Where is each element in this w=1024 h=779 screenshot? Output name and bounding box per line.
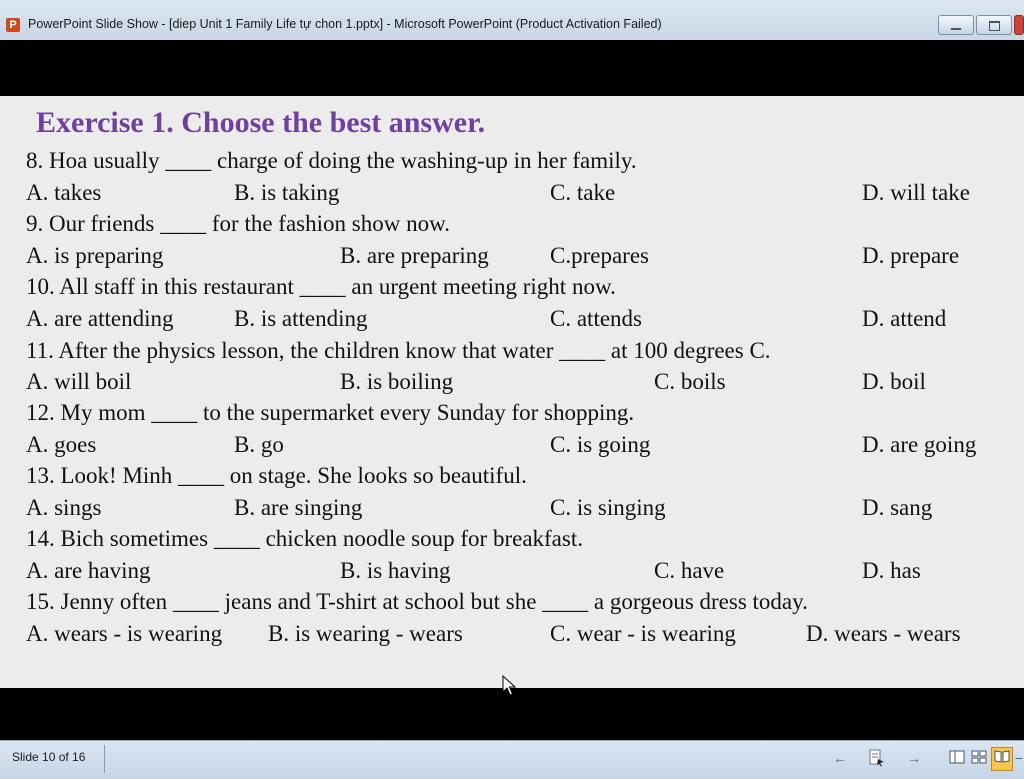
option-c: C. is going xyxy=(550,432,651,457)
previous-arrow-icon[interactable]: ← xyxy=(833,750,847,766)
option-c: C. wear - is wearing xyxy=(550,621,736,646)
question-14 xyxy=(0,526,1024,558)
option-a: A. are attending xyxy=(26,306,174,331)
option-a: A. is preparing xyxy=(26,243,164,268)
question-15 xyxy=(0,589,1024,621)
restore-button[interactable] xyxy=(976,15,1012,35)
option-d: D. are going xyxy=(862,432,977,457)
question-text: 12. My mom ____ to the supermarket every Sunday for shopping. xyxy=(26,400,635,425)
option-a: A. takes xyxy=(26,180,102,205)
question-10-options xyxy=(0,306,1024,338)
option-d: D. wears - wears xyxy=(806,621,961,646)
option-a: A. sings xyxy=(26,495,102,520)
question-11-options xyxy=(0,369,1024,401)
question-text: 14. Bich sometimes ____ chicken noodle soup for breakfast. xyxy=(26,526,583,551)
question-10 xyxy=(0,274,1024,306)
option-d: D. sang xyxy=(862,495,933,520)
option-c: C. boils xyxy=(654,369,726,394)
question-8 xyxy=(0,148,1024,180)
option-d: D. has xyxy=(862,558,921,583)
option-b: B. is wearing - wears xyxy=(268,621,463,646)
option-a: A. will boil xyxy=(26,369,132,394)
question-text: 15. Jenny often ____ jeans and T-shirt at school but she ____ a gorgeous dress today. xyxy=(26,589,808,614)
option-d: D. boil xyxy=(862,369,926,394)
option-b: B. is having xyxy=(340,558,451,583)
zoom-slider-icon[interactable]: − xyxy=(1014,750,1024,766)
option-b: B. is taking xyxy=(234,180,340,205)
option-d: D. prepare xyxy=(862,243,960,268)
option-a: A. are having xyxy=(26,558,151,583)
question-9 xyxy=(0,211,1024,243)
slide-letterbox-top xyxy=(0,40,1024,96)
option-b: B. go xyxy=(234,432,284,457)
question-text: 11. After the physics lesson, the children know that water ____ at 100 degrees C. xyxy=(26,338,771,363)
option-b: B. is attending xyxy=(234,306,368,331)
window-title: PowerPoint Slide Show - [diep Unit 1 Family Life tự chon 1.pptx] - Microsoft PowerPoint (Product Activation Failed) xyxy=(28,17,662,31)
option-b: B. are preparing xyxy=(340,243,489,268)
slide xyxy=(0,96,1024,688)
powerpoint-icon: P xyxy=(6,18,20,32)
question-15-options xyxy=(0,621,1024,653)
question-text: 10. All staff in this restaurant ____ an urgent meeting right now. xyxy=(26,274,616,299)
close-button[interactable] xyxy=(1014,15,1024,35)
option-c: C.prepares xyxy=(550,243,649,268)
slide-sorter-icon[interactable] xyxy=(970,749,988,769)
minimize-icon xyxy=(951,28,961,30)
minimize-button[interactable] xyxy=(938,15,974,35)
question-text: 13. Look! Minh ____ on stage. She looks so beautiful. xyxy=(26,463,527,488)
option-b: B. is boiling xyxy=(340,369,454,394)
mouse-pointer-icon xyxy=(502,675,516,697)
option-a: A. wears - is wearing xyxy=(26,621,223,646)
slide-menu-icon[interactable] xyxy=(868,749,886,771)
question-11 xyxy=(0,338,1024,370)
status-divider xyxy=(104,745,105,773)
option-d: D. will take xyxy=(862,180,970,205)
question-text: 9. Our friends ____ for the fashion show now. xyxy=(26,211,450,236)
option-b: B. are singing xyxy=(234,495,363,520)
option-c: C. attends xyxy=(550,306,642,331)
question-12 xyxy=(0,400,1024,432)
option-a: A. goes xyxy=(26,432,97,457)
question-13-options xyxy=(0,495,1024,527)
normal-view-icon[interactable] xyxy=(948,749,966,769)
question-13 xyxy=(0,463,1024,495)
restore-icon xyxy=(989,21,1000,31)
status-bar xyxy=(0,740,1024,779)
question-8-options xyxy=(0,180,1024,212)
next-arrow-icon[interactable]: → xyxy=(907,750,921,766)
slide-counter: Slide 10 of 16 xyxy=(12,750,86,764)
question-9-options xyxy=(0,243,1024,275)
reading-view-icon[interactable] xyxy=(991,747,1013,771)
option-c: C. take xyxy=(550,180,616,205)
title-bar xyxy=(0,0,1024,41)
option-c: C. is singing xyxy=(550,495,666,520)
question-text: 8. Hoa usually ____ charge of doing the washing-up in her family. xyxy=(26,148,637,173)
question-14-options xyxy=(0,558,1024,590)
slide-heading: Exercise 1. Choose the best answer. xyxy=(36,106,486,139)
option-d: D. attend xyxy=(862,306,947,331)
option-c: C. have xyxy=(654,558,725,583)
question-12-options xyxy=(0,432,1024,464)
